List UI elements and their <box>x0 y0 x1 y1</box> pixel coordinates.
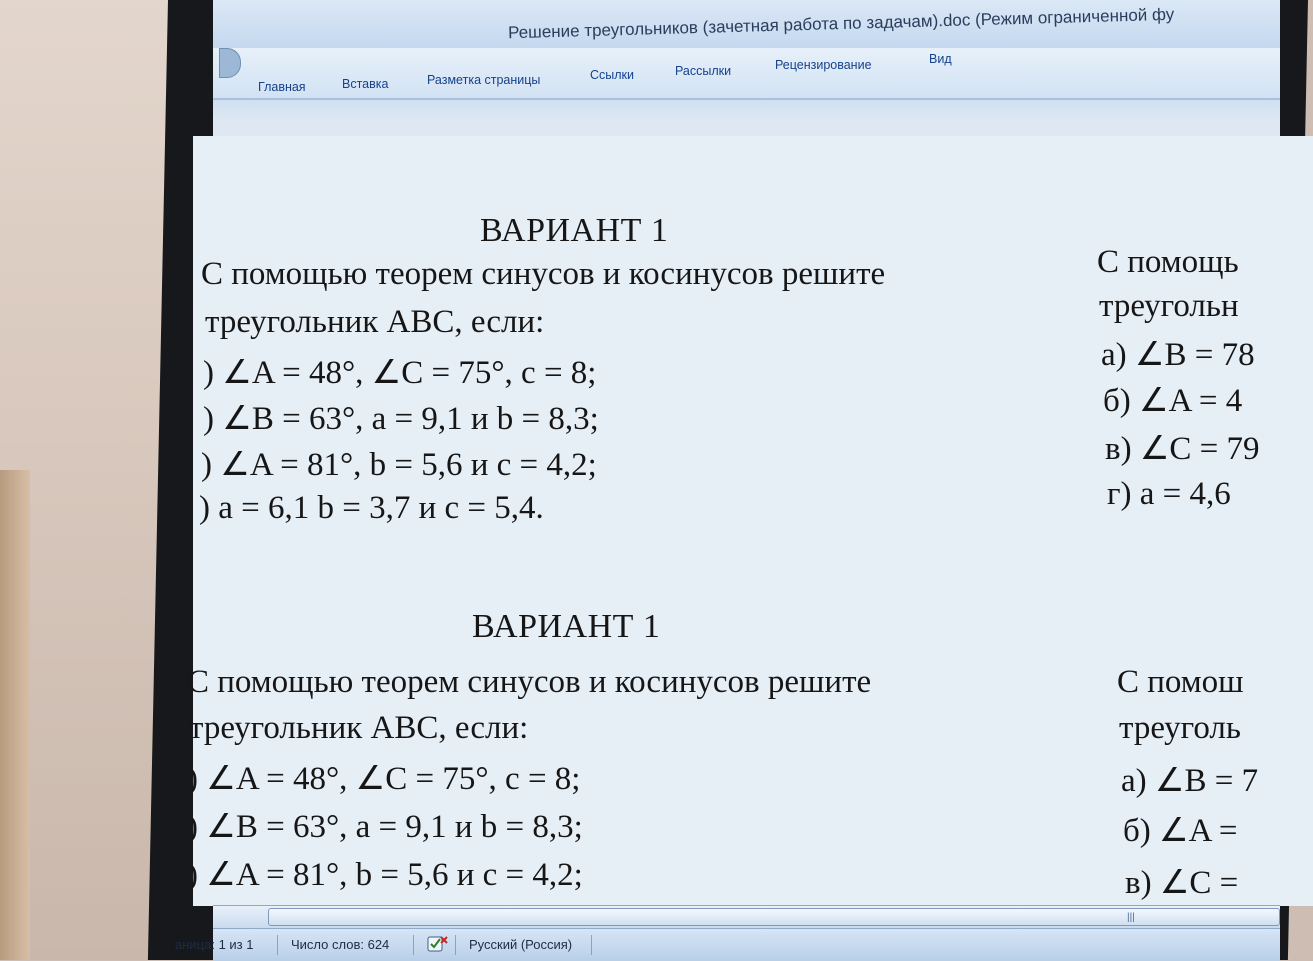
ribbon-tabs <box>213 48 1280 100</box>
tab-review[interactable]: Рецензирование <box>775 58 872 72</box>
tab-home[interactable]: Главная <box>258 80 306 94</box>
grip-icon: ||| <box>1127 912 1135 923</box>
tab-mailings[interactable]: Рассылки <box>675 64 732 78</box>
status-divider <box>455 935 456 955</box>
task-right-item-c: в) ∠C = <box>1125 865 1239 901</box>
task-item-b: ) ∠B = 63°, a = 9,1 и b = 8,3; <box>187 809 583 845</box>
task-intro-line1: С помощью теорем синусов и косинусов решите <box>187 664 872 700</box>
language-indicator[interactable]: Русский (Россия) <box>469 937 573 952</box>
status-divider <box>277 935 278 955</box>
task-right-item-b: б) ∠A = <box>1123 813 1238 849</box>
ribbon-collapsed-area <box>213 100 1280 122</box>
status-bar <box>175 928 1280 961</box>
tab-page-layout[interactable]: Разметка страницы <box>427 73 541 87</box>
task-right-intro-line2: треуголь <box>1119 710 1241 746</box>
page-count[interactable]: аница: 1 из 1 <box>175 937 254 952</box>
task-right-intro-line2: треугольн <box>1099 288 1239 324</box>
task-right-item-b: б) ∠A = 4 <box>1103 383 1243 419</box>
window-title: Решение треугольников (зачетная работа по задачам).doc (Режим ограниченной фу <box>507 4 1175 43</box>
title-bar <box>213 0 1280 49</box>
horizontal-scrollbar[interactable] <box>213 905 1280 928</box>
task-right-item-a: а) ∠B = 78 <box>1101 337 1255 373</box>
task-right-intro-line1: С помощь <box>1097 244 1239 280</box>
task-item-a: ) ∠A = 48°, ∠C = 75°, c = 8; <box>187 761 581 797</box>
scrollbar-thumb[interactable] <box>268 908 1280 926</box>
word-window <box>175 0 1280 960</box>
task-item-c: ) ∠A = 81°, b = 5,6 и c = 4,2; <box>201 447 597 483</box>
variant-heading: ВАРИАНТ 1 <box>472 608 661 645</box>
task-right-item-c: в) ∠C = 79 <box>1105 431 1260 467</box>
task-item-d: ) a = 6,1 b = 3,7 и c = 5,4. <box>199 490 544 526</box>
tab-references[interactable]: Ссылки <box>590 68 635 82</box>
task-intro-line1: С помощью теорем синусов и косинусов решите <box>201 256 886 292</box>
background-shelf <box>0 470 30 960</box>
variant-heading: ВАРИАНТ 1 <box>480 212 669 249</box>
task-intro-line2: треугольник АВС, если: <box>189 710 529 746</box>
task-item-b: ) ∠B = 63°, a = 9,1 и b = 8,3; <box>203 401 599 437</box>
task-right-item-a: а) ∠B = 7 <box>1121 763 1259 799</box>
tab-view[interactable]: Вид <box>929 52 952 66</box>
task-right-item-d: г) a = 4,6 <box>1107 476 1231 512</box>
status-divider <box>591 935 592 955</box>
status-divider <box>413 935 414 955</box>
word-count[interactable]: Число слов: 624 <box>291 937 390 952</box>
document-page[interactable] <box>187 136 1313 906</box>
task-right-intro-line1: С помош <box>1117 664 1244 700</box>
task-item-a: ) ∠A = 48°, ∠C = 75°, c = 8; <box>203 355 597 391</box>
spellcheck-icon[interactable] <box>427 934 449 954</box>
task-intro-line2: треугольник АВС, если: <box>205 304 545 340</box>
task-item-c: ) ∠A = 81°, b = 5,6 и c = 4,2; <box>187 857 583 893</box>
tab-insert[interactable]: Вставка <box>342 77 389 91</box>
